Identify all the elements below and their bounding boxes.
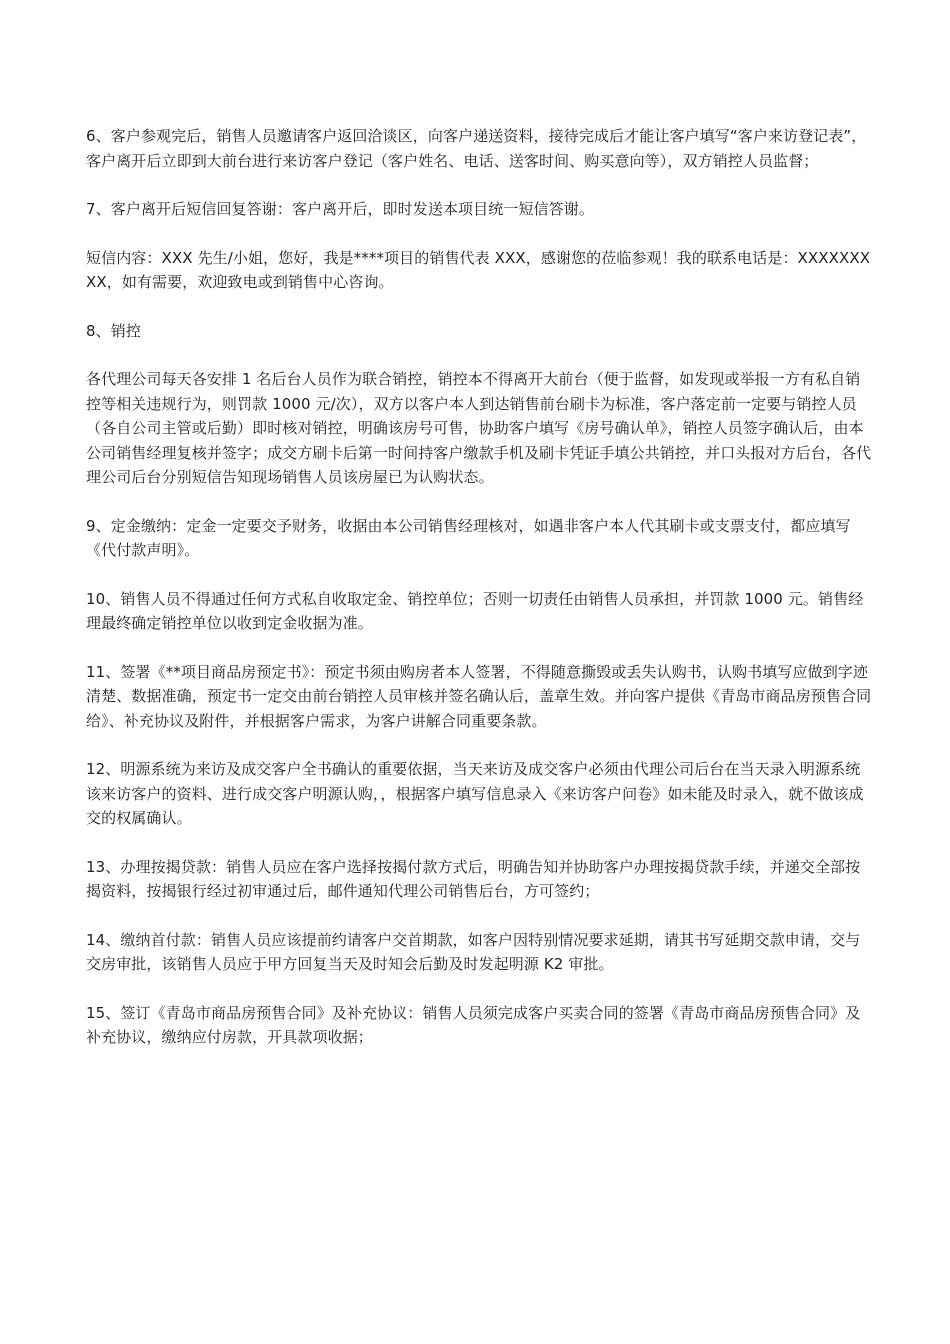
paragraph-8-body: 各代理公司每天各安排 1 名后台人员作为联合销控，销控本不得离开大前台（便于监督，如发现或举报一方有私自销控等相关违规行为，则罚款 1000 元/次），双方以客户本人到达销售前台刷卡为标准，客户落定前一定要与销控人员（各自公司主管或后勤）即时核对销控，明确该房号可售，协助客户填写《房号确认单》，销控人员签字确认后，由本公司销售经理复核并签字；成交方刷卡后第一时间持客户缴款手机及刷卡凭证手填公共销控，并口头报对方后台，各代理公司后台分别短信告知现场销售人员该房屋已为认购状态。 xyxy=(86,370,872,486)
paragraph-8-heading: 8、销控 xyxy=(86,321,141,340)
paragraph-15: 15、签订《青岛市商品房预售合同》及补充协议：销售人员须完成客户买卖合同的签署《青岛市商品房预售合同》及补充协议，缴纳应付房款，开具款项收据； xyxy=(86,1003,861,1046)
paragraph-10: 10、销售人员不得通过任何方式私自收取定金、销控单位；否则一切责任由销售人员承担，并罚款 1000 元。销售经理最终确定销控单位以收到定金收据为准。 xyxy=(86,589,864,632)
paragraph-9: 9、定金缴纳：定金一定要交予财务，收据由本公司销售经理核对，如遇非客户本人代其刷卡或支票支付，都应填写《代付款声明》。 xyxy=(86,516,851,559)
paragraph-11: 11、签署《**项目商品房预定书》：预定书须由购房者本人签署，不得随意撕毁或丢失认购书，认购书填写应做到字迹清楚、数据准确，预定书一定交由前台销控人员审核并签名确认后，盖章生效。并向客户提供《青岛市商品房预售合同给》、补充协议及附件，并根据客户需求，为客户讲解合同重要条款。 xyxy=(86,662,872,730)
paragraph-12: 12、明源系统为来访及成交客户全书确认的重要依据，当天来访及成交客户必须由代理公司后台在当天录入明源系统该来访客户的资料、进行成交客户明源认购，，根据客户填写信息录入《来访客户问卷》如未能及时录入，就不做该成交的权属确认。 xyxy=(86,760,864,827)
paragraph-13: 13、办理按揭贷款：销售人员应在客户选择按揭付款方式后，明确告知并协助客户办理按揭贷款手续，并递交全部按揭资料，按揭银行经过初审通过后，邮件通知代理公司销售后台，方可签约； xyxy=(86,857,861,900)
paragraph-6: 6、客户参观完后，销售人员邀请客户返回洽谈区，向客户递送资料，接待完成后才能让客户填写“客户来访登记表”，客户离开后立即到大前台进行来访客户登记（客户姓名、电话、送客时间、购买意向等），双方销控人员监督； xyxy=(86,127,867,170)
document-body xyxy=(86,124,874,1074)
paragraph-14: 14、缴纳首付款：销售人员应该提前约请客户交首期款，如客户因特别情况要求延期，请其书写延期交款申请，交与交房审批，该销售人员应于甲方回复当天及时知会后勤及时发起明源 K2 审批。 xyxy=(86,930,861,973)
paragraph-7: 7、客户离开后短信回复答谢：客户离开后，即时发送本项目统一短信答谢。 xyxy=(86,200,594,218)
paragraph-sms-content: 短信内容：XXX 先生/小姐，您好，我是****项目的销售代表 XXX，感谢您的莅临参观！我的联系电话是：XXXXXXXXX，如有需要，欢迎致电或到销售中心咨询。 xyxy=(86,248,871,291)
